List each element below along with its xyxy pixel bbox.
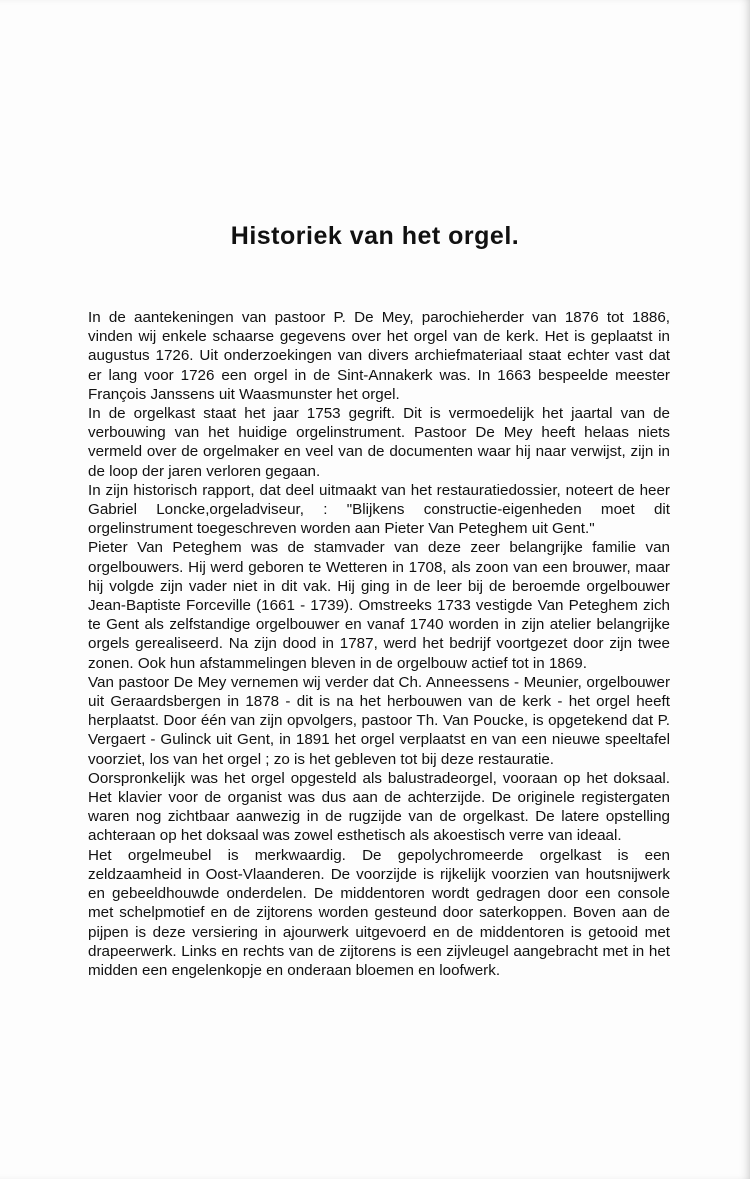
paragraph-6: Oorspronkelijk was het orgel opgesteld als balustradeorgel, vooraan op het doksaal. Het klavier voor de organist was dus aan de achterzijde. De originele registergaten waren nog zichtbaar aanwezig in de rugzijde van de orgelkast. De latere opstelling achteraan op het doksaal was zowel esthetisch als akoestisch verre van ideaal. (88, 769, 670, 845)
paragraph-7: Het orgelmeubel is merkwaardig. De gepolychromeerde orgelkast is een zeldzaamheid in Oost-Vlaanderen. De voorzijde is rijkelijk voorzien van houtsnijwerk en gebeeldhouwde onderdelen. De middentoren wordt gedragen door een console met schelpmotief en de zijtorens worden gesteund door saterkoppen. Boven aan de pijpen is deze versiering in ajourwerk uitgevoerd en de middentoren is getooid met drapeerwerk. Links en rechts van de zijtorens is een zijvleugel aangebracht met in het midden een engelenkopje en onderaan bloemen en loofwerk. (88, 846, 670, 979)
paragraph-2: In de orgelkast staat het jaar 1753 gegrift. Dit is vermoedelijk het jaartal van de verbouwing van het huidige orgelinstrument. Pastoor De Mey heeft helaas niets vermeld over de orgelmaker en veel van de documenten waar hij naar verwijst, zijn in de loop der jaren verloren gegaan. (88, 405, 670, 480)
body-text (88, 308, 670, 980)
page-title: Historiek van het orgel. (230, 222, 520, 250)
paragraph-3: In zijn historisch rapport, dat deel uitmaakt van het restauratiedossier, noteert de heer Gabriel Loncke,orgeladviseur, : "Blijkens constructie-eigenheden moet dit orgelinstrument toegeschreven worden aan Pieter Van Peteghem uit Gent." (88, 481, 670, 538)
paragraph-1: In de aantekeningen van pastoor P. De Mey, parochieherder van 1876 tot 1886, vinden wij enkele schaarse gegevens over het orgel van de kerk. Het is geplaatst in augustus 1726. Uit onderzoekingen van divers archiefmateriaal staat echter vast dat er lang voor 1726 een orgel in de Sint-Annakerk was. In 1663 bespeelde meester François Janssens uit Waasmunster het orgel. (88, 309, 670, 403)
paragraph-4: Pieter Van Peteghem was de stamvader van deze zeer belangrijke familie van orgelbouwers. Hij werd geboren te Wetteren in 1708, als zoon van een brouwer, maar hij volgde zijn vader niet in dit vak. Hij ging in de leer bij de beroemde orgelbouwer Jean-Baptiste Forceville (1661 - 1739). Omstreeks 1733 vestigde Van Peteghem zich te Gent als zelfstandige orgelbouwer en vanaf 1740 worden in zijn atelier belangrijke orgels gerealiseerd. Na zijn dood in 1787, werd het bedrijf voortgezet door zijn twee zonen. Ook hun afstammelingen bleven in de orgelbouw actief tot in 1869. (88, 539, 670, 672)
paragraph-5: Van pastoor De Mey vernemen wij verder dat Ch. Anneessens - Meunier, orgelbouwer uit Geraardsbergen in 1878 - dit is na het herbouwen van de kerk - het orgel heeft herplaatst. Door één van zijn opvolgers, pastoor Th. Van Poucke, is opgetekend dat P. Vergaert - Gulinck uit Gent, in 1891 het orgel verplaatst en van een nieuwe speeltafel voorziet, los van het orgel ; zo is het gebleven tot bij deze restauratie. (88, 673, 670, 768)
